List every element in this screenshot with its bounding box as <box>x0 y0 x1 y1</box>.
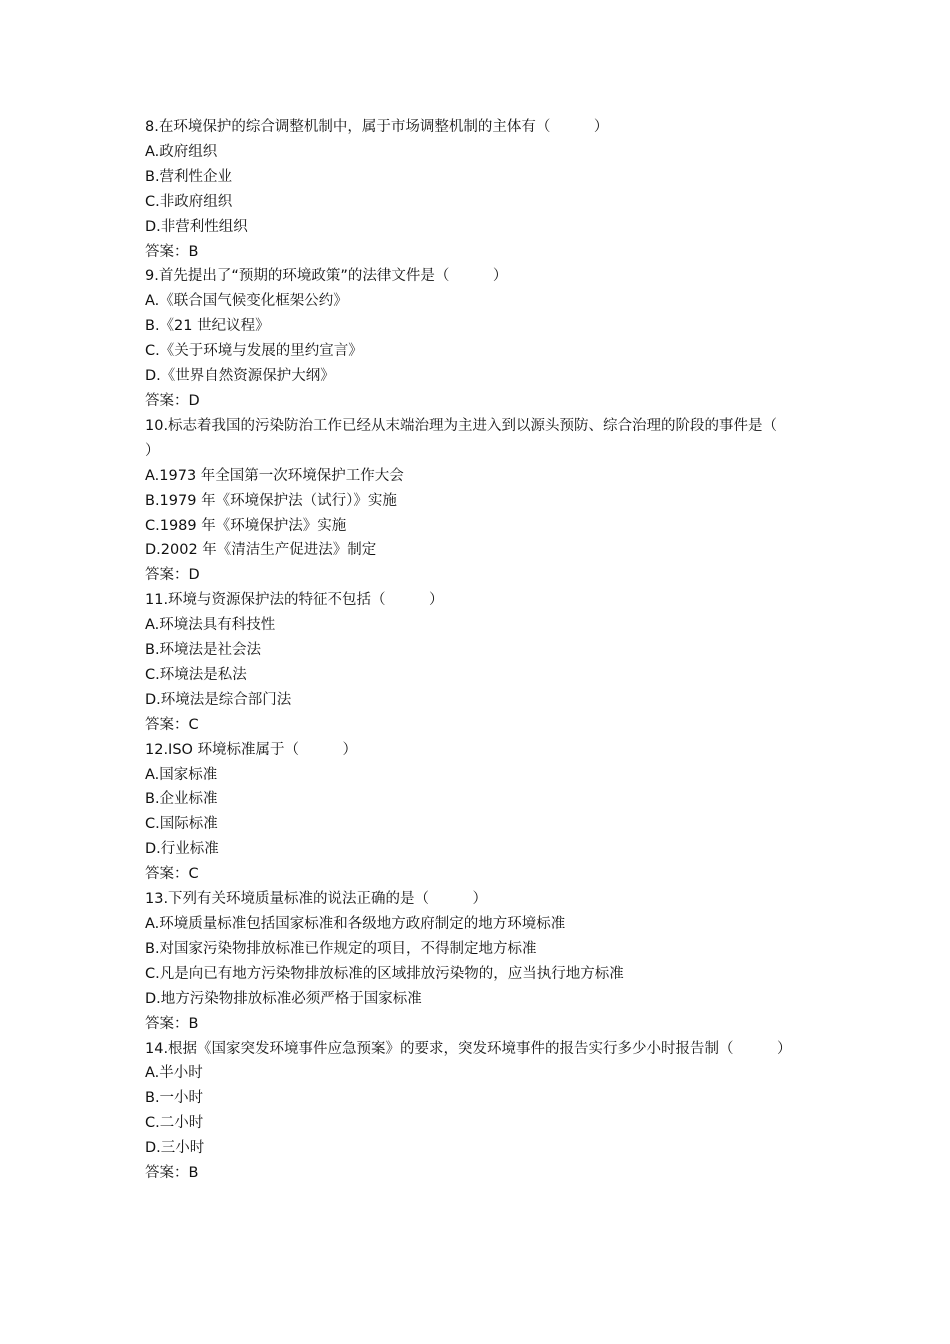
option-d: D.非营利性组织 <box>145 218 248 235</box>
question-stem: 11.环境与资源保护法的特征不包括（ ） <box>145 592 444 609</box>
option-a: A.国家标准 <box>145 766 218 783</box>
option-a: A.《联合国气候变化框架公约》 <box>145 293 348 310</box>
answer: 答案：B <box>145 1015 199 1032</box>
answer: 答案：D <box>145 392 200 409</box>
option-d: D.三小时 <box>145 1140 205 1157</box>
option-a: A.政府组织 <box>145 143 218 160</box>
question-stem: 10.标志着我国的污染防治工作已经从末端治理为主进入到以源头预防、综合治理的阶段的事件是（ ） <box>145 417 821 459</box>
option-d: D.2002 年《清洁生产促进法》制定 <box>145 542 377 559</box>
option-b: B.环境法是社会法 <box>145 642 262 659</box>
option-c: C.《关于环境与发展的里约宣言》 <box>145 343 363 360</box>
question-stem: 9.首先提出了“预期的环境政策”的法律文件是（ ） <box>145 268 508 285</box>
option-d: D.环境法是综合部门法 <box>145 691 292 708</box>
option-a: A.1973 年全国第一次环境保护工作大会 <box>145 467 404 484</box>
answer: 答案：C <box>145 866 199 883</box>
option-b: B.对国家污染物排放标准已作规定的项目，不得制定地方标准 <box>145 940 537 957</box>
answer: 答案：D <box>145 567 200 584</box>
question-list <box>145 115 821 1186</box>
option-b: B.企业标准 <box>145 791 218 808</box>
question-stem: 12.ISO 环境标准属于（ ） <box>145 741 358 758</box>
option-c: C.1989 年《环境保护法》实施 <box>145 517 347 534</box>
option-c: C.环境法是私法 <box>145 666 247 683</box>
option-c: C.非政府组织 <box>145 193 233 210</box>
option-b: B.1979 年《环境保护法（试行）》实施 <box>145 492 397 509</box>
option-d: D.地方污染物排放标准必须严格于国家标准 <box>145 990 422 1007</box>
option-b: B.《21 世纪议程》 <box>145 318 270 335</box>
answer: 答案：C <box>145 716 199 733</box>
option-c: C.国际标准 <box>145 816 218 833</box>
option-b: B.营利性企业 <box>145 168 233 185</box>
option-c: C.二小时 <box>145 1115 204 1132</box>
question-stem: 14.根据《国家突发环境事件应急预案》的要求，突发环境事件的报告实行多少小时报告制（ ） <box>145 1040 792 1057</box>
option-c: C.凡是向已有地方污染物排放标准的区域排放污染物的，应当执行地方标准 <box>145 965 624 982</box>
option-a: A.环境法具有科技性 <box>145 617 276 634</box>
answer: 答案：B <box>145 1165 199 1182</box>
option-d: D.行业标准 <box>145 841 219 858</box>
answer: 答案：B <box>145 243 199 260</box>
option-b: B.一小时 <box>145 1090 204 1107</box>
option-d: D.《世界自然资源保护大纲》 <box>145 368 335 385</box>
question-stem: 13.下列有关环境质量标准的说法正确的是（ ） <box>145 891 488 908</box>
option-a: A.半小时 <box>145 1065 203 1082</box>
option-a: A.环境质量标准包括国家标准和各级地方政府制定的地方环境标准 <box>145 916 566 932</box>
question-stem: 8.在环境保护的综合调整机制中，属于市场调整机制的主体有（ ） <box>145 119 609 135</box>
